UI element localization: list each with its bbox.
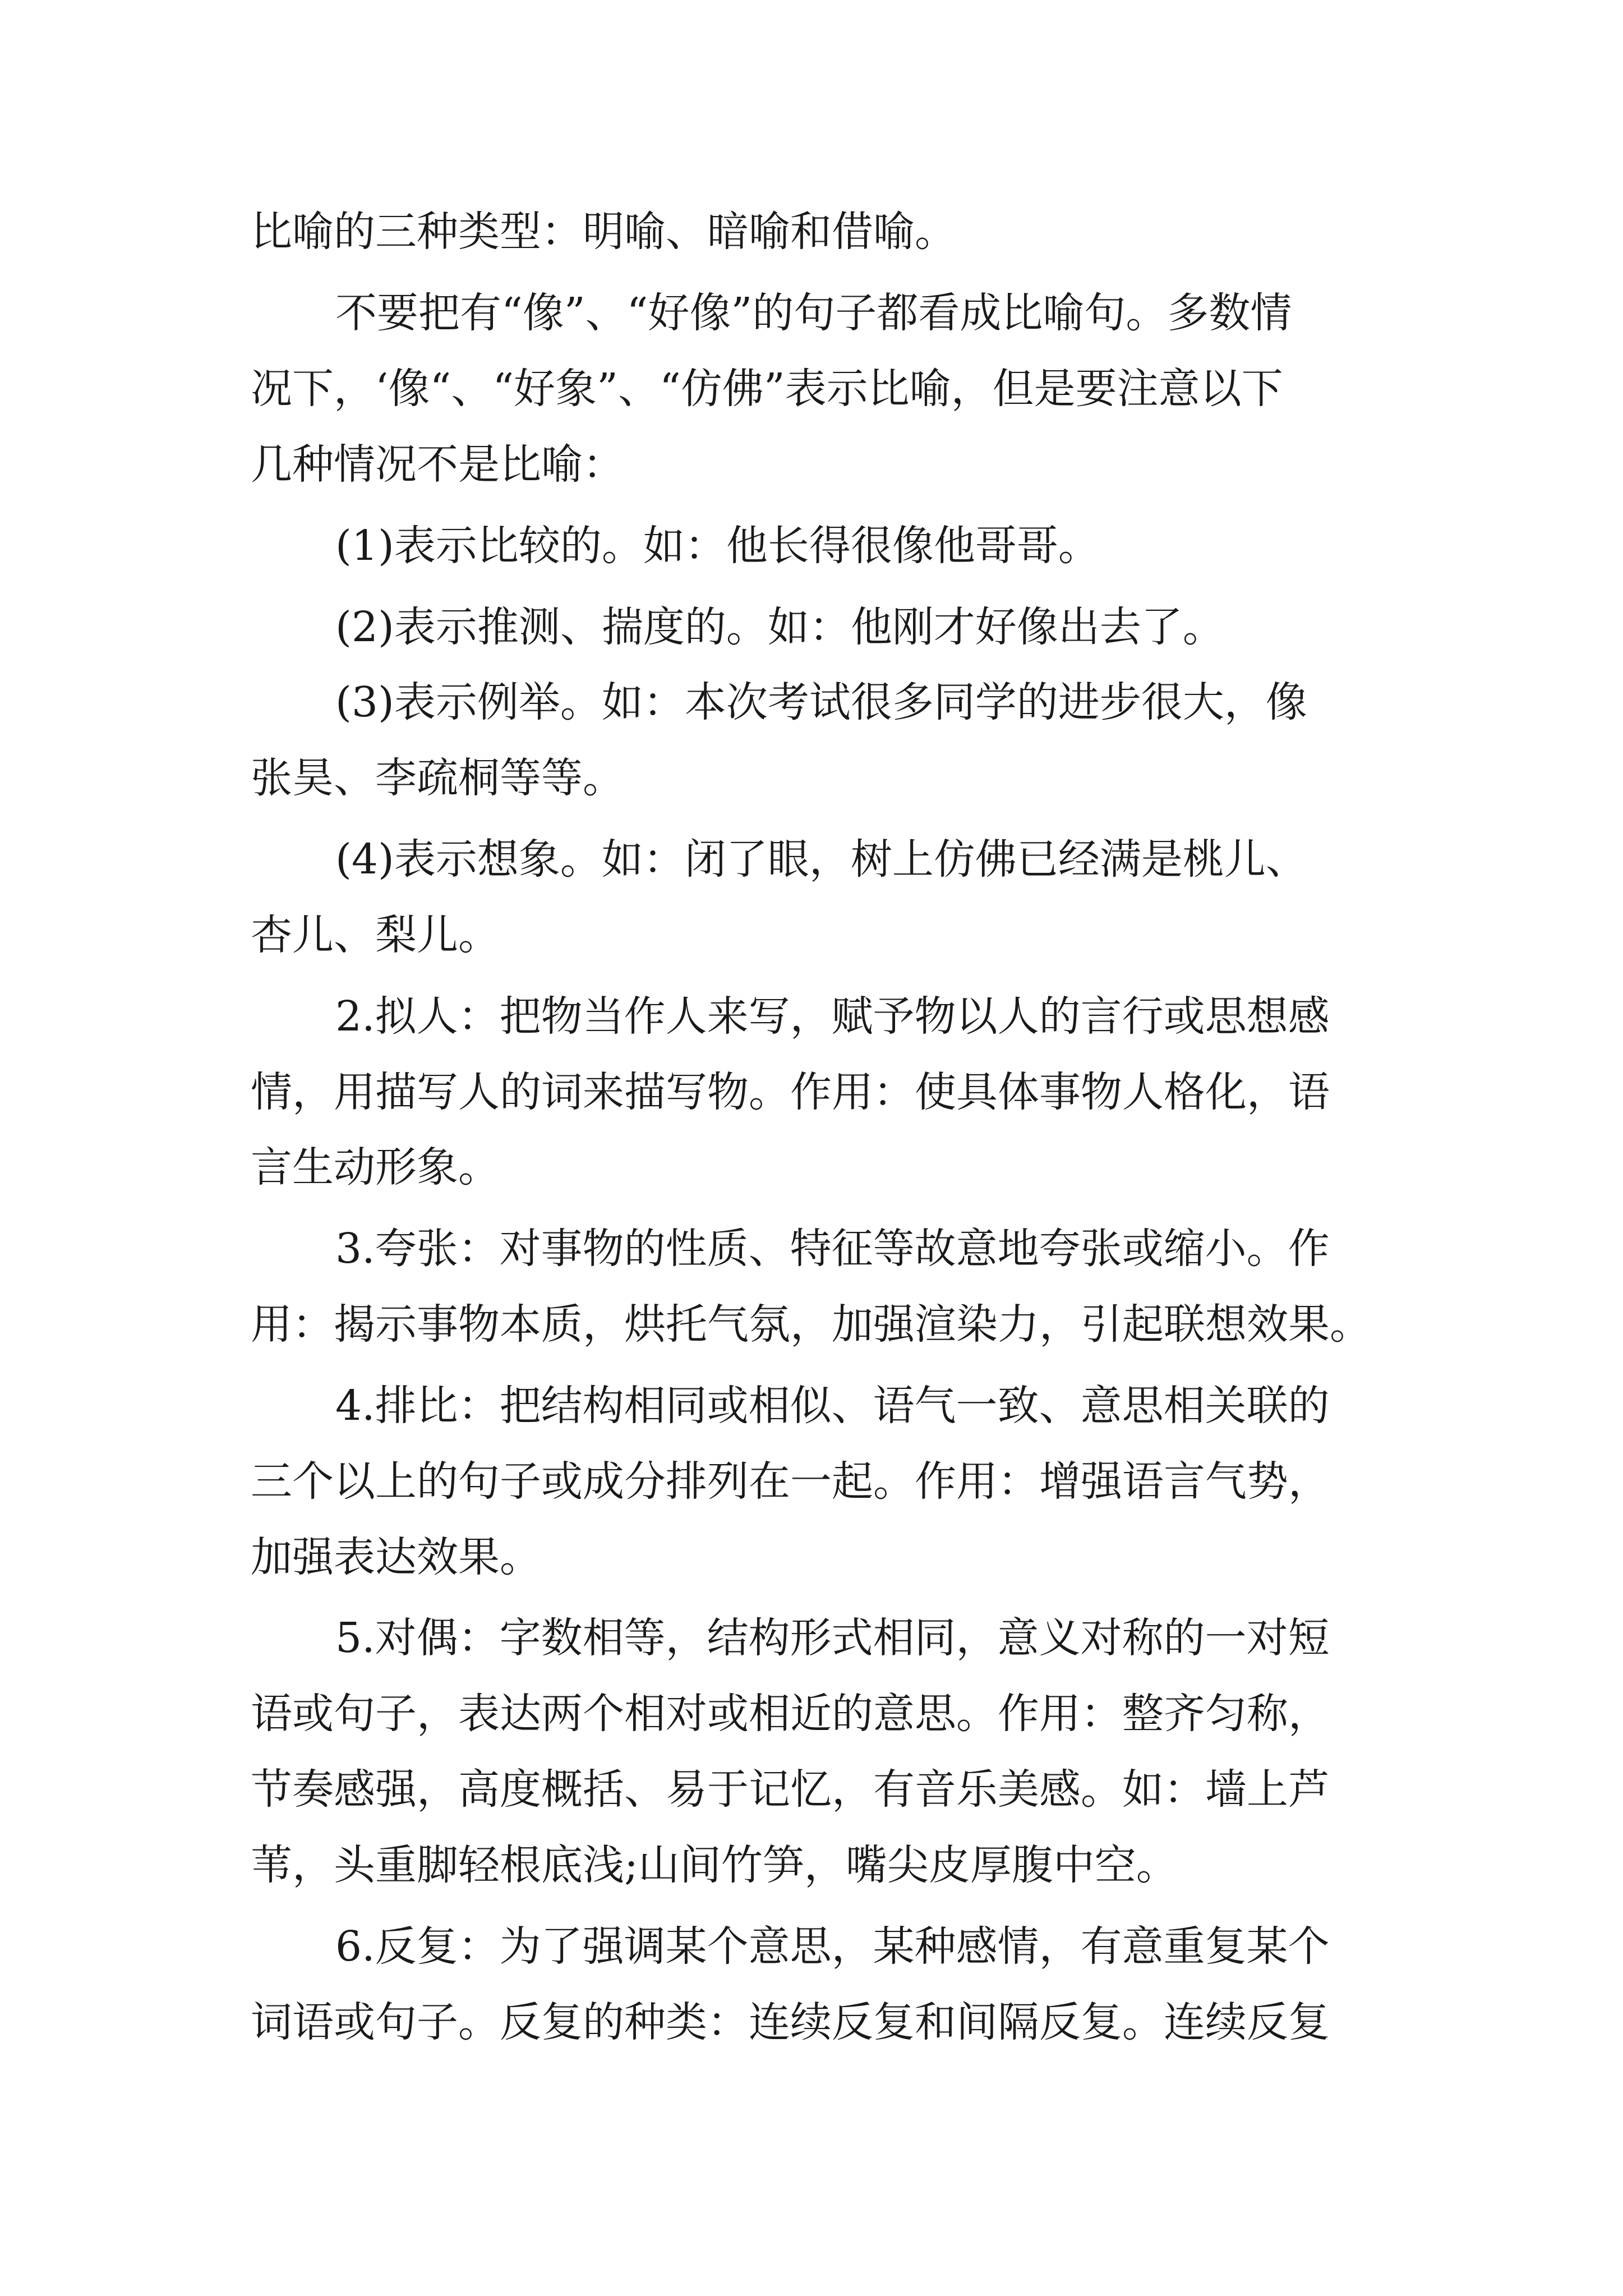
text-line: 3.夸张：对事物的性质、特征等故意地夸张或缩小。作: [335, 1225, 1330, 1273]
text-line: 词语或句子。反复的种类：连续反复和间隔反复。连续反复: [251, 1998, 1330, 2046]
text-line: (3)表示例举。如：本次考试很多同学的进步很大，像: [335, 678, 1307, 726]
text-line: (4)表示想象。如：闭了眼，树上仿佛已经满是桃儿、: [335, 835, 1307, 884]
text-line: 节奏感强，高度概括、易于记忆，有音乐美感。如：墙上芦: [251, 1765, 1330, 1814]
text-line: 几种情况不是比喻：: [251, 440, 624, 489]
text-line: 不要把有“像”、“好像”的句子都看成比喻句。多数情: [335, 289, 1292, 337]
text-line: 加强表达效果。: [251, 1533, 541, 1581]
text-line: 三个以上的句子或成分排列在一起。作用：增强语言气势，: [251, 1457, 1330, 1506]
text-line: 语或句子，表达两个相对或相近的意思。作用：整齐匀称，: [251, 1690, 1330, 1738]
text-line: 苇，头重脚轻根底浅;山间竹笋，嘴尖皮厚腹中空。: [251, 1841, 1178, 1889]
text-line: 杏儿、梨儿。: [251, 911, 500, 959]
text-line: 4.排比：把结构相同或相似、语气一致、意思相关联的: [335, 1382, 1330, 1430]
text-line: 用：揭示事物本质，烘托气氛，加强渲染力，引起联想效果。: [251, 1300, 1371, 1349]
text-line: 张昊、李疏桐等等。: [251, 754, 624, 802]
text-line: 言生动形象。: [251, 1143, 500, 1191]
text-line: 5.对偶：字数相等，结构形式相同，意义对称的一对短: [335, 1614, 1330, 1662]
text-line: 比喻的三种类型：明喻、暗喻和借喻。: [251, 208, 956, 256]
text-line: 6.反复：为了强调某个意思，某种感情，有意重复某个: [335, 1922, 1330, 1971]
text-line: (2)表示推测、揣度的。如：他刚才好像出去了。: [335, 603, 1224, 651]
text-line: 况下，‘像“、“好象”、“仿佛”表示比喻，但是要注意以下: [251, 365, 1283, 413]
text-line: 2.拟人：把物当作人来写，赋予物以人的言行或思想感: [335, 992, 1330, 1041]
text-line: 情，用描写人的词来描写物。作用：使具体事物人格化，语: [251, 1068, 1330, 1116]
text-line: (1)表示比较的。如：他长得很像他哥哥。: [335, 522, 1100, 570]
